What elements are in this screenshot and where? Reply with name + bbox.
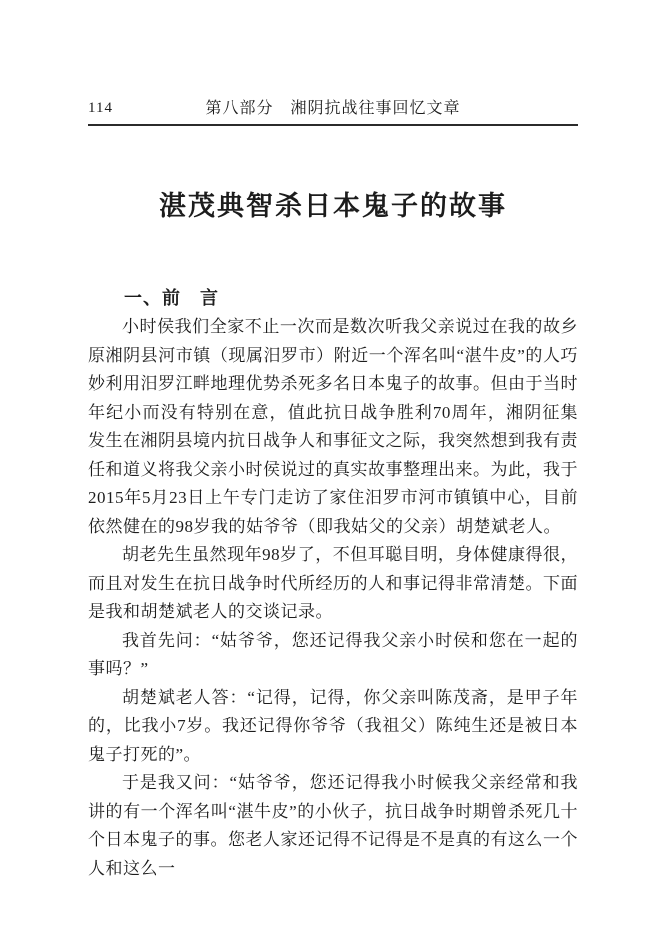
paragraph-elder-answer: 胡楚斌老人答：“记得，记得，你父亲叫陈茂斋，是甲子年的，比我小7岁。我还记得你爷爷（我祖父）陈纯生还是被日本鬼子打死的”。	[88, 687, 578, 764]
paragraph-intro: 小时侯我们全家不止一次而是数次听我父亲说过在我的故乡原湘阴县河市镇（现属汨罗市）附近一个浑名叫“湛牛皮”的人巧妙利用汨罗江畔地理优势杀死多名日本鬼子的故事。但由于当时年纪小而没有特别在意，值此抗日战争胜利70周年，湘阴征集发生在湘阴县境内抗日战争人和事征文之际，我突然想到我有责任和道义将我父亲小时侯说过的真实故事整理出来。为此，我于2015年5月23日上午专门走访了家住汨罗市河市镇镇中心，目前依然健在的98岁我的姑爷爷（即我姑父的父亲）胡楚斌老人。	[88, 317, 578, 536]
article-title: 湛茂典智杀日本鬼子的故事	[159, 191, 507, 221]
section-heading: 一、前 言	[124, 288, 219, 308]
page-number: 114	[88, 100, 113, 116]
paragraph-first-question: 我首先问：“姑爷爷，您还记得我父亲小时侯和您在一起的事吗？”	[88, 630, 578, 678]
article-body	[88, 313, 578, 883]
page-header	[88, 99, 578, 126]
paragraph-elder-health: 胡老先生虽然现年98岁了，不但耳聪目明，身体健康得很，而且对发生在抗日战争时代所经历的人和事记得非常清楚。下面是我和胡楚斌老人的交谈记录。	[88, 545, 578, 621]
paragraph-second-question: 于是我又问：“姑爷爷，您还记得我小时候我父亲经常和我讲的有一个浑名叫“湛牛皮”的小伙子，抗日战争时期曾杀死几十个日本鬼子的事。您老人家还记得不记得是不是真的有这么一个人和这么一	[88, 773, 578, 878]
running-title: 第八部分 湘阴抗战往事回忆文章	[205, 100, 461, 117]
